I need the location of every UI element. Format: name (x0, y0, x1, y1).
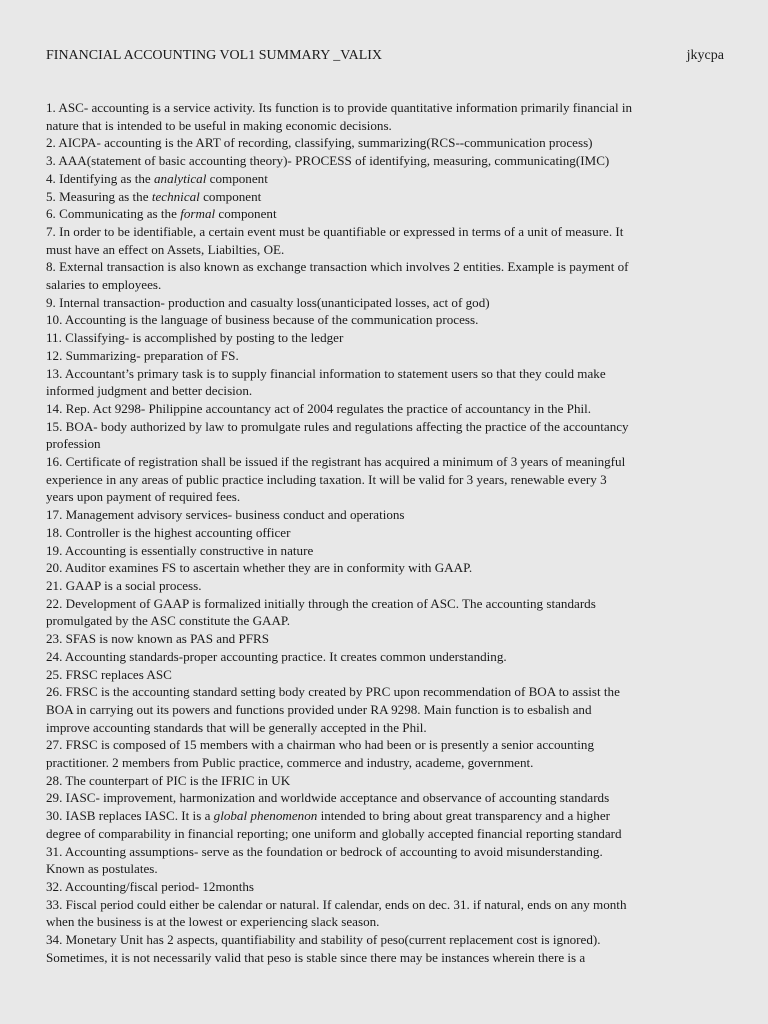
text-line: 31. Accounting assumptions- serve as the foundation or bedrock of accounting to avoid misunderstanding. (46, 843, 603, 859)
text-line (46, 188, 726, 206)
text-line: 28. The counterpart of PIC is the IFRIC in UK (46, 772, 291, 788)
text-line (46, 170, 726, 188)
text-line: 23. SFAS is now known as PAS and PFRS (46, 631, 270, 647)
text-line: Known as postulates. (46, 861, 158, 877)
text-line: degree of comparability in financial reporting; one uniform and globally accepted financial reporting standard (46, 825, 622, 841)
text-line: 17. Management advisory services- business conduct and operations (46, 507, 405, 523)
text-line: practitioner. 2 members from Public practice, commerce and industry, academe, government. (46, 755, 534, 771)
text-line: 8. External transaction is also known as exchange transaction which involves 2 entities. Example is payment of (46, 259, 629, 275)
text-line: 3. AAA(statement of basic accounting theory)- PROCESS of identifying, measuring, communicating(IMC) (46, 153, 610, 169)
text-line: 18. Controller is the highest accounting officer (46, 524, 291, 540)
text-line: 32. Accounting/fiscal period- 12months (46, 878, 255, 894)
text-line (46, 807, 726, 825)
text-line: years upon payment of required fees. (46, 489, 241, 505)
text-line: 33. Fiscal period could either be calendar or natural. If calendar, ends on dec. 31. if natural, ends on any month (46, 896, 627, 912)
text-line: promulgated by the ASC constitute the GAAP. (46, 613, 291, 629)
text-line: informed judgment and better decision. (46, 383, 253, 399)
text-line: 21. GAAP is a social process. (46, 577, 202, 593)
document-author: jkycpa (686, 48, 724, 63)
text-line: must have an effect on Assets, Liabilties, OE. (46, 241, 285, 257)
text-segment: component (199, 188, 262, 204)
text-line: profession (46, 436, 101, 452)
text-line: 11. Classifying- is accomplished by posting to the ledger (46, 330, 344, 346)
text-line: 15. BOA- body authorized by law to promulgate rules and regulations affecting the practice of the accountancy (46, 418, 629, 434)
text-line: 27. FRSC is composed of 15 members with a chairman who had been or is presently a senior accounting (46, 737, 595, 753)
text-segment: component (206, 170, 268, 186)
text-line: 29. IASC- improvement, harmonization and worldwide acceptance and observance of accounting standards (46, 790, 610, 806)
italic-text: formal (180, 206, 216, 222)
text-line: 1. ASC- accounting is a service activity. Its function is to provide quantitative information primarily financial in (46, 100, 633, 115)
text-line: 34. Monetary Unit has 2 aspects, quantifiability and stability of peso(current replacement cost is ignored). (46, 932, 601, 948)
text-line: 25. FRSC replaces ASC (46, 666, 172, 682)
italic-text: global phenomenon (213, 808, 318, 824)
text-line: 26. FRSC is the accounting standard setting body created by PRC upon recommendation of BOA to assist the (46, 684, 620, 700)
text-line (46, 205, 726, 223)
text-segment: 30. IASB replaces IASC. It is a (46, 808, 214, 824)
text-line: 24. Accounting standards-proper accounting practice. It creates common understanding. (46, 648, 507, 664)
text-segment: 4. Identifying as the (46, 170, 154, 186)
text-line: 19. Accounting is essentially constructive in nature (46, 542, 314, 558)
text-line: 20. Auditor examines FS to ascertain whether they are in conformity with GAAP. (46, 560, 473, 576)
text-line: 12. Summarizing- preparation of FS. (46, 347, 239, 363)
text-line: 16. Certificate of registration shall be issued if the registrant has acquired a minimum of 3 years of meaningful (46, 454, 626, 470)
document-title: FINANCIAL ACCOUNTING VOL1 SUMMARY _VALIX (46, 48, 383, 63)
text-line: 22. Development of GAAP is formalized initially through the creation of ASC. The accounting standards (46, 595, 596, 611)
text-line: 14. Rep. Act 9298- Philippine accountancy act of 2004 regulates the practice of accountancy in the Phil. (46, 400, 592, 416)
text-line: Sometimes, it is not necessarily valid that peso is stable since there may be instances wherein there is a (46, 949, 586, 965)
text-line: improve accounting standards that will be generally accepted in the Phil. (46, 719, 427, 735)
page-header (46, 46, 724, 66)
text-line: 7. In order to be identifiable, a certain event must be quantifiable or expressed in terms of a unit of measure. It (46, 223, 624, 239)
text-segment: intended to bring about great transparency and a higher (317, 808, 610, 824)
text-line: 2. AICPA- accounting is the ART of recording, classifying, summarizing(RCS--communication process) (46, 135, 593, 151)
text-line: 10. Accounting is the language of business because of the communication process. (46, 312, 479, 328)
text-line: nature that is intended to be useful in making economic decisions. (46, 117, 392, 133)
italic-text: technical (151, 188, 200, 204)
text-line: salaries to employees. (46, 277, 162, 293)
text-segment: 5. Measuring as the (46, 188, 152, 204)
italic-text: analytical (154, 170, 207, 186)
text-line: 13. Accountant’s primary task is to supply financial information to statement users so that they could make (46, 365, 606, 381)
text-segment: 6. Communicating as the (46, 206, 181, 222)
text-line: 9. Internal transaction- production and casualty loss(unanticipated losses, act of god) (46, 294, 490, 310)
text-segment: component (215, 206, 277, 222)
text-line: experience in any areas of public practice including taxation. It will be valid for 3 years, renewable every 3 (46, 471, 607, 487)
text-line: when the business is at the lowest or experiencing slack season. (46, 914, 380, 930)
text-line: BOA in carrying out its powers and functions provided under RA 9298. Main function is to esbalish and (46, 701, 592, 717)
document-body (46, 99, 726, 966)
